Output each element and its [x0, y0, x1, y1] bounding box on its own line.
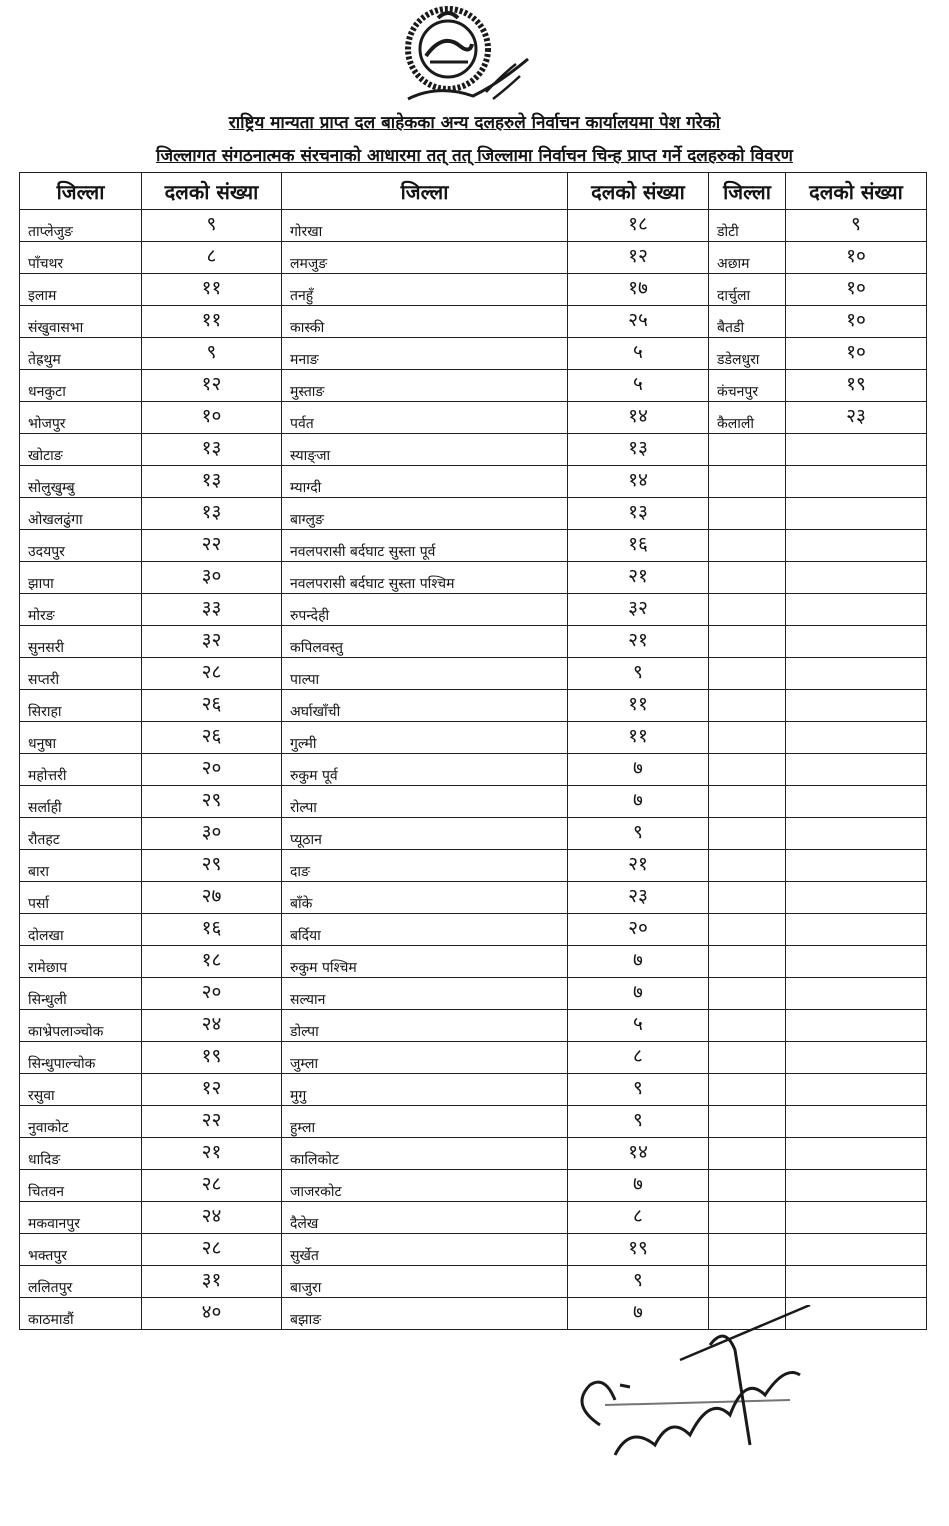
- party-count-cell: [786, 1042, 927, 1074]
- district-cell: [709, 1042, 786, 1074]
- table-row: [20, 690, 927, 722]
- party-count-cell: ९: [568, 658, 709, 690]
- party-count-cell: २२: [142, 1106, 282, 1138]
- party-count-cell: २८: [142, 1234, 282, 1266]
- district-cell: स्याङ्जा: [282, 434, 568, 466]
- party-count-cell: १९: [142, 1042, 282, 1074]
- party-count-cell: ८: [568, 1202, 709, 1234]
- party-count-cell: [786, 498, 927, 530]
- table-row: [20, 882, 927, 914]
- party-count-cell: १८: [142, 946, 282, 978]
- party-count-cell: [786, 754, 927, 786]
- table-row: [20, 818, 927, 850]
- handwritten-signature: [560, 1305, 820, 1465]
- district-cell: सर्लाही: [20, 786, 142, 818]
- district-cell: अर्घाखाँची: [282, 690, 568, 722]
- party-count-cell: [786, 786, 927, 818]
- party-count-cell: १६: [142, 914, 282, 946]
- table-row: [20, 626, 927, 658]
- district-cell: झापा: [20, 562, 142, 594]
- table-row: [20, 498, 927, 530]
- table-row: [20, 530, 927, 562]
- party-count-cell: [786, 882, 927, 914]
- table-row: [20, 402, 927, 434]
- party-count-cell: ११: [142, 274, 282, 306]
- district-cell: रसुवा: [20, 1074, 142, 1106]
- district-cell: डोटी: [709, 210, 786, 242]
- party-count-cell: २०: [142, 754, 282, 786]
- table-row: [20, 1234, 927, 1266]
- district-cell: जाजरकोट: [282, 1170, 568, 1202]
- party-count-cell: २९: [142, 786, 282, 818]
- party-count-cell: [786, 722, 927, 754]
- party-count-cell: ११: [568, 690, 709, 722]
- party-count-cell: ९: [142, 210, 282, 242]
- district-cell: डोल्पा: [282, 1010, 568, 1042]
- district-cell: सोलुखुम्बु: [20, 466, 142, 498]
- party-count-cell: १०: [786, 274, 927, 306]
- party-count-cell: २४: [142, 1202, 282, 1234]
- column-header-district: जिल्ला: [709, 173, 786, 210]
- district-cell: भोजपुर: [20, 402, 142, 434]
- district-cell: ताप्लेजुङ: [20, 210, 142, 242]
- document-heading-line-2: जिल्लागत संगठनात्मक संरचनाको आधारमा तत् तत् जिल्लामा निर्वाचन चिन्ह प्राप्त गर्ने दलहरुको विवरण: [156, 146, 793, 166]
- party-count-cell: १९: [786, 370, 927, 402]
- district-cell: बैतडी: [709, 306, 786, 338]
- party-count-cell: २२: [142, 530, 282, 562]
- party-count-cell: १३: [142, 498, 282, 530]
- district-cell: प्यूठान: [282, 818, 568, 850]
- party-count-cell: २५: [568, 306, 709, 338]
- table-row: [20, 242, 927, 274]
- district-cell: बाँके: [282, 882, 568, 914]
- district-cell: बारा: [20, 850, 142, 882]
- district-cell: नवलपरासी बर्दघाट सुस्ता पश्चिम: [282, 562, 568, 594]
- party-count-cell: १४: [568, 466, 709, 498]
- party-count-cell: १६: [568, 530, 709, 562]
- party-count-cell: [786, 1170, 927, 1202]
- district-cell: धनुषा: [20, 722, 142, 754]
- party-count-cell: २१: [142, 1138, 282, 1170]
- table-row: [20, 658, 927, 690]
- district-cell: पाँचथर: [20, 242, 142, 274]
- table-row: [20, 370, 927, 402]
- table-row: [20, 274, 927, 306]
- party-count-cell: ७: [568, 1298, 709, 1330]
- district-cell: इलाम: [20, 274, 142, 306]
- district-cell: मनाङ: [282, 338, 568, 370]
- district-cell: मोरङ: [20, 594, 142, 626]
- party-count-cell: [786, 1106, 927, 1138]
- party-count-cell: ३३: [142, 594, 282, 626]
- document-heading-line-1: राष्ट्रिय मान्यता प्राप्त दल बाहेकका अन्य दलहरुले निर्वाचन कार्यालयमा पेश गरेको: [228, 113, 721, 133]
- party-count-cell: [786, 690, 927, 722]
- district-cell: [709, 850, 786, 882]
- party-count-cell: १२: [568, 242, 709, 274]
- table-row: [20, 1202, 927, 1234]
- district-cell: खोटाङ: [20, 434, 142, 466]
- party-count-cell: ८: [568, 1042, 709, 1074]
- district-cell: [709, 882, 786, 914]
- party-count-cell: [786, 434, 927, 466]
- district-cell: मकवानपुर: [20, 1202, 142, 1234]
- party-count-cell: ९: [568, 1106, 709, 1138]
- district-cell: कंचनपुर: [709, 370, 786, 402]
- district-cell: ललितपुर: [20, 1266, 142, 1298]
- party-count-cell: [786, 658, 927, 690]
- district-cell: मुगु: [282, 1074, 568, 1106]
- district-cell: [709, 1234, 786, 1266]
- district-cell: कालिकोट: [282, 1138, 568, 1170]
- party-count-cell: ८: [142, 242, 282, 274]
- district-party-count-table: [19, 172, 927, 1330]
- party-count-cell: [786, 1010, 927, 1042]
- party-count-cell: ९: [142, 338, 282, 370]
- party-count-cell: [786, 466, 927, 498]
- district-cell: [709, 690, 786, 722]
- party-count-cell: [786, 1234, 927, 1266]
- district-cell: [709, 434, 786, 466]
- district-cell: [709, 722, 786, 754]
- district-cell: जुम्ला: [282, 1042, 568, 1074]
- party-count-cell: [786, 530, 927, 562]
- district-cell: [709, 626, 786, 658]
- district-cell: गोरखा: [282, 210, 568, 242]
- party-count-cell: ४०: [142, 1298, 282, 1330]
- district-cell: पर्वत: [282, 402, 568, 434]
- party-count-cell: १३: [568, 434, 709, 466]
- district-cell: रुपन्देही: [282, 594, 568, 626]
- district-cell: [709, 914, 786, 946]
- party-count-cell: २०: [142, 978, 282, 1010]
- party-count-cell: [786, 818, 927, 850]
- table-row: [20, 338, 927, 370]
- table-row: [20, 978, 927, 1010]
- table-row: [20, 1042, 927, 1074]
- party-count-cell: ११: [568, 722, 709, 754]
- district-cell: [709, 562, 786, 594]
- district-cell: सिन्धुली: [20, 978, 142, 1010]
- district-cell: हुम्ला: [282, 1106, 568, 1138]
- party-count-cell: १०: [786, 306, 927, 338]
- district-cell: बाजुरा: [282, 1266, 568, 1298]
- party-count-cell: [786, 594, 927, 626]
- table-row: [20, 1138, 927, 1170]
- district-cell: [709, 818, 786, 850]
- district-cell: उदयपुर: [20, 530, 142, 562]
- district-cell: मुस्ताङ: [282, 370, 568, 402]
- column-header-party-count: दलको संख्या: [142, 173, 282, 210]
- party-count-cell: ९: [568, 818, 709, 850]
- party-count-cell: [786, 1138, 927, 1170]
- district-cell: दार्चुला: [709, 274, 786, 306]
- party-count-cell: १४: [568, 1138, 709, 1170]
- party-count-cell: ७: [568, 978, 709, 1010]
- district-cell: म्याग्दी: [282, 466, 568, 498]
- party-count-cell: ७: [568, 1170, 709, 1202]
- district-cell: [709, 466, 786, 498]
- party-count-cell: २४: [142, 1010, 282, 1042]
- district-cell: कपिलवस्तु: [282, 626, 568, 658]
- district-cell: चितवन: [20, 1170, 142, 1202]
- party-count-cell: [786, 978, 927, 1010]
- party-count-cell: ३०: [142, 818, 282, 850]
- district-cell: कास्की: [282, 306, 568, 338]
- party-count-cell: ३२: [568, 594, 709, 626]
- district-cell: कैलाली: [709, 402, 786, 434]
- party-count-cell: ७: [568, 786, 709, 818]
- district-cell: [709, 978, 786, 1010]
- district-cell: सिन्धुपाल्चोक: [20, 1042, 142, 1074]
- party-count-cell: ३२: [142, 626, 282, 658]
- party-count-cell: [786, 1074, 927, 1106]
- table-row: [20, 562, 927, 594]
- district-cell: रुकुम पूर्व: [282, 754, 568, 786]
- party-count-cell: १२: [142, 1074, 282, 1106]
- party-count-cell: १०: [786, 338, 927, 370]
- district-cell: [709, 1202, 786, 1234]
- district-cell: सप्तरी: [20, 658, 142, 690]
- district-cell: नुवाकोट: [20, 1106, 142, 1138]
- party-count-cell: १३: [568, 498, 709, 530]
- party-count-cell: २८: [142, 1170, 282, 1202]
- party-count-cell: २०: [568, 914, 709, 946]
- district-cell: तनहुँ: [282, 274, 568, 306]
- table-row: [20, 914, 927, 946]
- party-count-cell: २६: [142, 690, 282, 722]
- table-row: [20, 466, 927, 498]
- district-cell: रुकुम पश्चिम: [282, 946, 568, 978]
- party-count-cell: २१: [568, 626, 709, 658]
- district-cell: भक्तपुर: [20, 1234, 142, 1266]
- table-row: [20, 1170, 927, 1202]
- party-count-cell: ७: [568, 754, 709, 786]
- column-header-district: जिल्ला: [20, 173, 142, 210]
- party-count-cell: १९: [568, 1234, 709, 1266]
- party-count-cell: [786, 946, 927, 978]
- party-count-cell: [786, 1202, 927, 1234]
- district-cell: रामेछाप: [20, 946, 142, 978]
- district-cell: [709, 1266, 786, 1298]
- party-count-cell: २१: [568, 850, 709, 882]
- table-row: [20, 210, 927, 242]
- party-count-cell: १४: [568, 402, 709, 434]
- district-cell: बाग्लुङ: [282, 498, 568, 530]
- party-count-cell: [786, 1266, 927, 1298]
- table-row: [20, 754, 927, 786]
- district-cell: लमजुङ: [282, 242, 568, 274]
- column-header-party-count: दलको संख्या: [568, 173, 709, 210]
- party-count-cell: १०: [786, 242, 927, 274]
- district-cell: बर्दिया: [282, 914, 568, 946]
- table-row: [20, 850, 927, 882]
- district-cell: [709, 1106, 786, 1138]
- table-header-row: [20, 173, 927, 210]
- district-cell: सिराहा: [20, 690, 142, 722]
- district-cell: ओखलढुंगा: [20, 498, 142, 530]
- party-count-cell: २८: [142, 658, 282, 690]
- party-count-cell: २९: [142, 850, 282, 882]
- district-cell: दोलखा: [20, 914, 142, 946]
- election-commission-seal-logo: [388, 4, 548, 114]
- district-cell: पाल्पा: [282, 658, 568, 690]
- party-count-cell: ९: [786, 210, 927, 242]
- district-cell: दाङ: [282, 850, 568, 882]
- table-row: [20, 434, 927, 466]
- district-cell: गुल्मी: [282, 722, 568, 754]
- district-cell: [709, 658, 786, 690]
- district-cell: डडेलधुरा: [709, 338, 786, 370]
- district-cell: सुर्खेत: [282, 1234, 568, 1266]
- table-row: [20, 306, 927, 338]
- district-cell: धनकुटा: [20, 370, 142, 402]
- party-count-cell: १३: [142, 466, 282, 498]
- table-row: [20, 594, 927, 626]
- district-cell: पर्सा: [20, 882, 142, 914]
- district-cell: [709, 594, 786, 626]
- party-count-cell: ३०: [142, 562, 282, 594]
- district-cell: रोल्पा: [282, 786, 568, 818]
- party-count-cell: ९: [568, 1266, 709, 1298]
- district-cell: बझाङ: [282, 1298, 568, 1330]
- party-count-cell: १७: [568, 274, 709, 306]
- district-cell: [709, 1170, 786, 1202]
- district-cell: रौतहट: [20, 818, 142, 850]
- party-count-cell: १८: [568, 210, 709, 242]
- district-cell: तेह्रथुम: [20, 338, 142, 370]
- district-cell: [709, 498, 786, 530]
- party-count-cell: ७: [568, 946, 709, 978]
- party-count-cell: [786, 626, 927, 658]
- district-cell: अछाम: [709, 242, 786, 274]
- party-count-cell: [786, 562, 927, 594]
- table-row: [20, 1266, 927, 1298]
- party-count-cell: ३१: [142, 1266, 282, 1298]
- district-cell: काठमाडौं: [20, 1298, 142, 1330]
- district-cell: [709, 946, 786, 978]
- party-count-cell: ९: [568, 1074, 709, 1106]
- table-row: [20, 722, 927, 754]
- party-count-cell: [786, 914, 927, 946]
- district-cell: संखुवासभा: [20, 306, 142, 338]
- party-count-cell: ५: [568, 370, 709, 402]
- party-count-cell: ५: [568, 1010, 709, 1042]
- table-row: [20, 1010, 927, 1042]
- district-cell: [709, 1138, 786, 1170]
- district-cell: धादिङ: [20, 1138, 142, 1170]
- party-count-cell: ५: [568, 338, 709, 370]
- district-cell: [709, 530, 786, 562]
- party-count-cell: १२: [142, 370, 282, 402]
- table-row: [20, 786, 927, 818]
- district-cell: नवलपरासी बर्दघाट सुस्ता पूर्व: [282, 530, 568, 562]
- district-cell: [709, 1010, 786, 1042]
- district-cell: सुनसरी: [20, 626, 142, 658]
- table-row: [20, 1106, 927, 1138]
- district-cell: काभ्रेपलाञ्चोक: [20, 1010, 142, 1042]
- party-count-cell: १३: [142, 434, 282, 466]
- column-header-district: जिल्ला: [282, 173, 568, 210]
- party-count-cell: २३: [568, 882, 709, 914]
- table-row: [20, 946, 927, 978]
- party-count-cell: [786, 850, 927, 882]
- party-count-cell: २१: [568, 562, 709, 594]
- party-count-cell: १०: [142, 402, 282, 434]
- district-cell: [709, 786, 786, 818]
- district-cell: सल्यान: [282, 978, 568, 1010]
- party-count-cell: २७: [142, 882, 282, 914]
- district-cell: [709, 754, 786, 786]
- party-count-cell: २३: [786, 402, 927, 434]
- party-count-cell: २६: [142, 722, 282, 754]
- district-cell: [709, 1074, 786, 1106]
- table-row: [20, 1074, 927, 1106]
- column-header-party-count: दलको संख्या: [786, 173, 927, 210]
- district-cell: महोत्तरी: [20, 754, 142, 786]
- party-count-cell: ११: [142, 306, 282, 338]
- district-cell: दैलेख: [282, 1202, 568, 1234]
